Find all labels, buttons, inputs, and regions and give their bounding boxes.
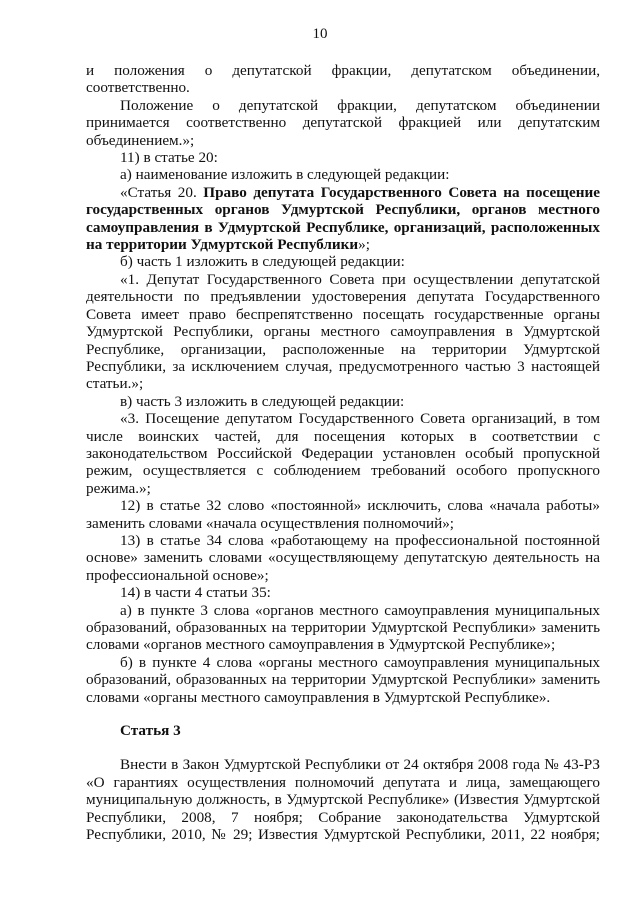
- article-title-prefix: «Статья 20.: [120, 183, 204, 201]
- paragraph: и положения о депутатской фракции, депутатском объединении, соответственно.: [86, 62, 600, 97]
- paragraph: Положение о депутатской фракции, депутатском объединении принимается соответственно депутатской фракцией или депутатским объединением.»;: [86, 96, 600, 149]
- paragraph: б) в пункте 4 слова «органы местного самоуправления муниципальных образований, образованных на территории Удмуртской Республики» заменить словами «органы местного самоуправления в Удмуртской Республике».: [86, 653, 600, 706]
- paragraph: «3. Посещение депутатом Государственного Совета организаций, в том числе воинских частей, для посещения которых в соответствии с законодательством Российской Федерации установлен особый пропускной режим, осуществляется с соблюдением требований особого пропускного режима.»;: [86, 410, 600, 497]
- paragraph: 14) в части 4 статьи 35:: [120, 584, 271, 602]
- article-title-paragraph: [86, 184, 600, 254]
- paragraph: 12) в статье 32 слово «постоянной» исключить, слова «начала работы» заменить словами «начала осуществления полномочий»;: [86, 497, 600, 532]
- article-heading: Статья 3: [120, 722, 181, 740]
- article-title-bold: Право депутата Государственного Совета на посещение государственных органов Удмуртской Республики, органов местного самоуправления в Удмуртской Республике, организаций, расположенных на территории Удмуртской Республики: [86, 183, 600, 254]
- paragraph: в) часть 3 изложить в следующей редакции:: [120, 392, 405, 410]
- paragraph: 13) в статье 34 слова «работающему на профессиональной постоянной основе» заменить словами «осуществляющему депутатскую деятельность на профессиональной основе»;: [86, 531, 600, 584]
- page-number: 10: [312, 26, 328, 42]
- document-body: [86, 62, 600, 843]
- article-title-suffix: »;: [358, 236, 370, 254]
- paragraph: а) в пункте 3 слова «органов местного самоуправления муниципальных образований, образованных на территории Удмуртской Республики» заменить словами «органов местного самоуправления в Удмуртской Республике»;: [86, 601, 600, 654]
- paragraph: 11) в статье 20:: [120, 149, 218, 167]
- paragraph: а) наименование изложить в следующей редакции:: [120, 166, 450, 184]
- paragraph: б) часть 1 изложить в следующей редакции:: [120, 253, 405, 271]
- article-paragraph: Внести в Закон Удмуртской Республики от 24 октября 2008 года № 43-РЗ «О гарантиях осуществления полномочий депутата и лица, замещающего муниципальную должность, в Удмуртской Республике» (Известия Удмуртской Республики, 2008, 7 ноября; Собрание законодательства Удмуртской Республики, 2010, № 29; Известия Удмуртской Республики, 2011, 22 ноября;: [86, 756, 600, 844]
- paragraph: «1. Депутат Государственного Совета при осуществлении депутатской деятельности по предъявлении удостоверения депутата Государственного Совета имеет право беспрепятственно посещать государственные органы Удмуртской Республики, органы местного самоуправления в Удмуртской Республике, организации, расположенные на территории Удмуртской Республики, за исключением случая, предусмотренного частью 3 настоящей статьи.»;: [86, 270, 600, 393]
